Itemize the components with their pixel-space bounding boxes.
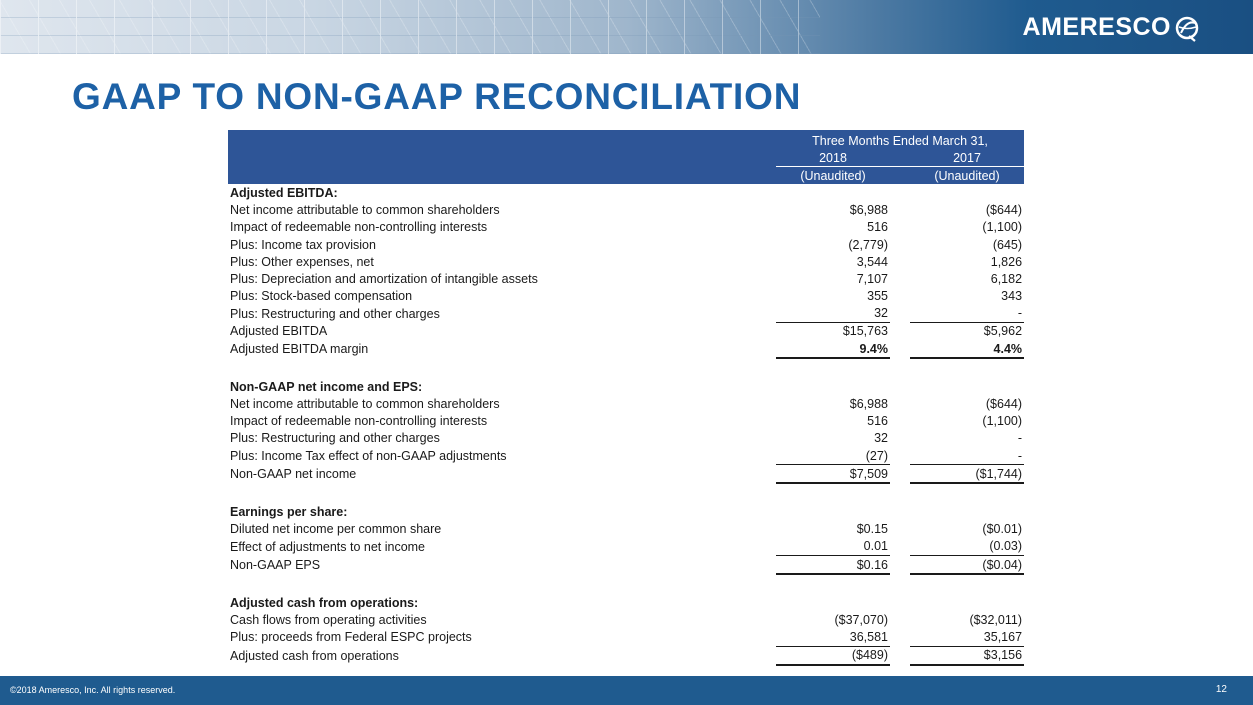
value-2018: $6,988 (849, 203, 888, 218)
row-label: Plus: Income tax provision (230, 237, 376, 252)
value-2017: ($1,744) (910, 465, 1024, 484)
value-2018: $15,763 (776, 322, 890, 340)
value-2017: 6,182 (990, 271, 1023, 286)
value-2017: (1,100) (982, 414, 1023, 429)
row-label: Plus: Income Tax effect of non-GAAP adjustments (230, 448, 507, 463)
section-heading-row (228, 184, 1024, 201)
table-row (228, 611, 1024, 628)
year-2018-header: 2018 (776, 149, 890, 167)
spacer-row (228, 483, 1024, 503)
value-2017: ($644) (985, 397, 1023, 412)
table-row (228, 629, 1024, 647)
value-2018: $0.15 (856, 522, 888, 537)
value-2017: $5,962 (910, 322, 1024, 340)
row-label: Impact of redeemable non-controlling interests (230, 220, 488, 235)
value-2017: (645) (992, 237, 1023, 252)
section-title: Adjusted cash from operations: (230, 595, 419, 610)
section-heading-row (228, 594, 1024, 611)
value-2018: 7,107 (856, 271, 888, 286)
footer-bar (0, 676, 1253, 705)
table-row (228, 219, 1024, 236)
table-row (228, 538, 1024, 556)
row-label: Non-GAAP net income (230, 467, 357, 482)
row-label: Net income attributable to common shareholders (230, 203, 500, 218)
spacer-row (228, 358, 1024, 378)
value-2017: 35,167 (983, 630, 1023, 645)
value-2018: $6,988 (849, 397, 888, 412)
year-2017-header: 2017 (910, 149, 1024, 167)
value-2018: 516 (867, 414, 888, 429)
value-2018: 36,581 (849, 630, 888, 645)
table-row (228, 646, 1024, 665)
table-header-year-row (228, 149, 1024, 167)
row-label: Effect of adjustments to net income (230, 539, 426, 554)
table-row (228, 413, 1024, 430)
table-row (228, 202, 1024, 219)
value-2018: (2,779) (848, 237, 888, 252)
row-label: Plus: Restructuring and other charges (230, 306, 440, 321)
value-2018: 3,544 (856, 254, 888, 269)
value-2018: $7,509 (776, 465, 890, 484)
value-2018: 516 (867, 220, 888, 235)
value-2017: - (1017, 306, 1023, 321)
value-2018: 9.4% (776, 340, 890, 358)
section-title: Earnings per share: (230, 504, 348, 519)
table-row (228, 305, 1024, 323)
row-label: Plus: Stock-based compensation (230, 289, 413, 304)
value-2018: ($489) (776, 646, 890, 665)
value-2017: (0.03) (989, 539, 1023, 554)
value-2017: ($32,011) (969, 612, 1023, 627)
table-row (228, 447, 1024, 465)
value-2018: 355 (867, 289, 888, 304)
spacer-row (228, 574, 1024, 594)
unaudited-2017-label: (Unaudited) (910, 167, 1024, 185)
value-2017: $3,156 (910, 646, 1024, 665)
table-row (228, 253, 1024, 270)
value-2017: 343 (1001, 289, 1023, 304)
slide-title: GAAP TO NON-GAAP RECONCILIATION (72, 76, 802, 117)
value-2017: 4.4% (910, 340, 1024, 358)
table-header-audit-row (228, 167, 1024, 185)
section-heading-row (228, 378, 1024, 395)
row-label: Cash flows from operating activities (230, 612, 427, 627)
table-row (228, 430, 1024, 447)
value-2017: ($0.01) (982, 522, 1023, 537)
row-label: Adjusted EBITDA (230, 324, 328, 339)
table-row (228, 521, 1024, 538)
value-2017: - (1017, 448, 1023, 463)
banner-pattern (0, 0, 820, 54)
row-label: Adjusted cash from operations (230, 648, 399, 663)
table-row (228, 555, 1024, 574)
copyright-text: ©2018 Ameresco, Inc. All rights reserved. (10, 685, 176, 695)
unaudited-2018-label: (Unaudited) (776, 167, 890, 185)
row-label: Non-GAAP EPS (230, 557, 321, 572)
row-label: Diluted net income per common share (230, 522, 442, 537)
page-number: 12 (1215, 684, 1227, 695)
table-row (228, 236, 1024, 253)
row-label: Adjusted EBITDA margin (230, 342, 369, 357)
row-label: Plus: Depreciation and amortization of intangible assets (230, 271, 538, 286)
ameresco-logo (1023, 13, 1201, 42)
value-2018: $0.16 (776, 555, 890, 574)
row-label: Plus: Other expenses, net (230, 254, 374, 269)
value-2018: 32 (874, 431, 888, 446)
value-2018: 32 (874, 306, 888, 321)
value-2018: ($37,070) (834, 612, 888, 627)
value-2017: - (1017, 431, 1023, 446)
section-title: Adjusted EBITDA: (230, 185, 338, 200)
logo-globe-icon (1173, 14, 1201, 42)
table-row (228, 395, 1024, 412)
table-row (228, 288, 1024, 305)
value-2017: ($644) (985, 203, 1023, 218)
table-row (228, 270, 1024, 287)
value-2017: ($0.04) (910, 555, 1024, 574)
value-2017: (1,100) (982, 220, 1023, 235)
row-label: Impact of redeemable non-controlling interests (230, 414, 488, 429)
table-header-period-row (228, 130, 1024, 149)
value-2018: (27) (865, 448, 888, 463)
reconciliation-table (228, 130, 1024, 666)
value-2017: 1,826 (990, 254, 1023, 269)
value-2018: 0.01 (863, 539, 888, 554)
section-heading-row (228, 503, 1024, 520)
period-header: Three Months Ended March 31, (776, 130, 1024, 149)
table-row (228, 465, 1024, 484)
table-row (228, 340, 1024, 358)
row-label: Plus: Restructuring and other charges (230, 431, 440, 446)
section-title: Non-GAAP net income and EPS: (230, 379, 423, 394)
logo-text: AMERESCO (1022, 13, 1171, 41)
header-banner (0, 0, 1253, 54)
table-row (228, 322, 1024, 340)
row-label: Plus: proceeds from Federal ESPC projects (230, 630, 472, 645)
row-label: Net income attributable to common shareholders (230, 397, 500, 412)
